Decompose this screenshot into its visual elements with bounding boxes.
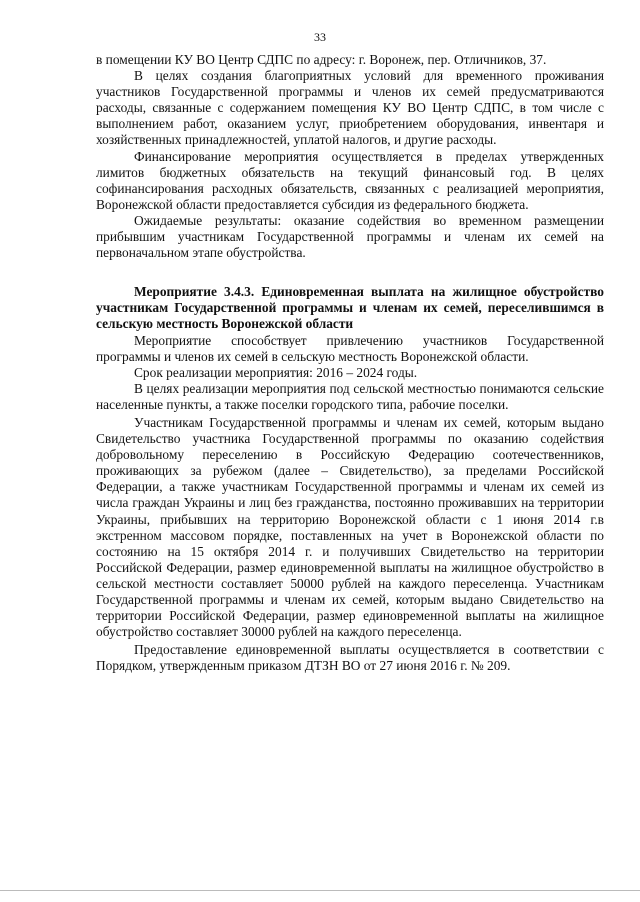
paragraph-payment-procedure: Предоставление единовременной выплаты осуществляется в соответствии с Порядком, утвержденным приказом ДТЗН ВО от 27 июня 2016 г. № 209. bbox=[96, 642, 604, 674]
paragraph-financing: Финансирование мероприятия осуществляется в пределах утвержденных лимитов бюджетных обязательств на текущий финансовый год. В целях софинансирования расходных обязательств, связанных с реализацией мероприятия, Воронежской области предоставляется субсидия из федерального бюджета. bbox=[96, 148, 604, 212]
document-body bbox=[96, 52, 604, 674]
paragraph-housing-expenses: В целях создания благоприятных условий для временного проживания участников Государственной программы и членов их семей предусматриваются расходы, связанные с содержанием помещения КУ ВО Центр СДПС, в том числе с выполнением работ, оказанием услуг, приобретением оборудования, инвентаря и хозяйственных принадлежностей, уплатой налогов, и другие расходы. bbox=[96, 68, 604, 148]
paragraph-expected-results: Ожидаемые результаты: оказание содействия во временном размещении прибывшим участникам Государственной программы и членам их семей на первоначальном этапе обустройства. bbox=[96, 212, 604, 261]
paragraph-rural-definition: В целях реализации мероприятия под сельской местностью понимаются сельские населенные пункты, а также поселки городского типа, рабочие поселки. bbox=[96, 380, 604, 412]
paragraph-address-continuation: в помещении КУ ВО Центр СДПС по адресу: г. Воронеж, пер. Отличников, 37. bbox=[96, 52, 547, 67]
paragraph-payment-amounts: Участникам Государственной программы и членам их семей, которым выдано Свидетельство участника Государственной программы по оказанию содействия добровольному переселению в Российскую Федерацию соотечественников, проживающих за рубежом (далее – Свидетельство), за пределами Российской Федерации, а также участникам Государственной программы и членам их семей из числа граждан Украины и лиц без гражданства, постоянно проживавших на территории Украины, прибывших на территорию Воронежской области с 1 июня 2014 г.в экстренном массовом порядке, поставленных на учет в Воронежской области по состоянию на 15 октября 2014 г. и получивших Свидетельство на территории Российской Федерации, размер единовременной выплаты на жилищное обустройство в сельской местности составляет 50000 рублей на каждого переселенца. Участникам Государственной программы и членам их семей, которым выдано Свидетельство на территории Российской Федерации, размер единовременной выплаты на жилищное обустройство составляет 30000 рублей на каждого переселенца. bbox=[96, 414, 604, 640]
page-number: 33 bbox=[314, 30, 326, 44]
paragraph-implementation-period: Срок реализации мероприятия: 2016 – 2024 годы. bbox=[134, 364, 418, 380]
page-bottom-edge bbox=[0, 890, 640, 891]
paragraph-measure-purpose: Мероприятие способствует привлечению участников Государственной программы и членов их семей в сельскую местность Воронежской области. bbox=[96, 332, 604, 364]
section-heading-3-4-3: Мероприятие 3.4.3. Единовременная выплата на жилищное обустройство участникам Государственной программы и членам их семей, переселившимся в сельскую местность Воронежской области bbox=[96, 284, 604, 332]
